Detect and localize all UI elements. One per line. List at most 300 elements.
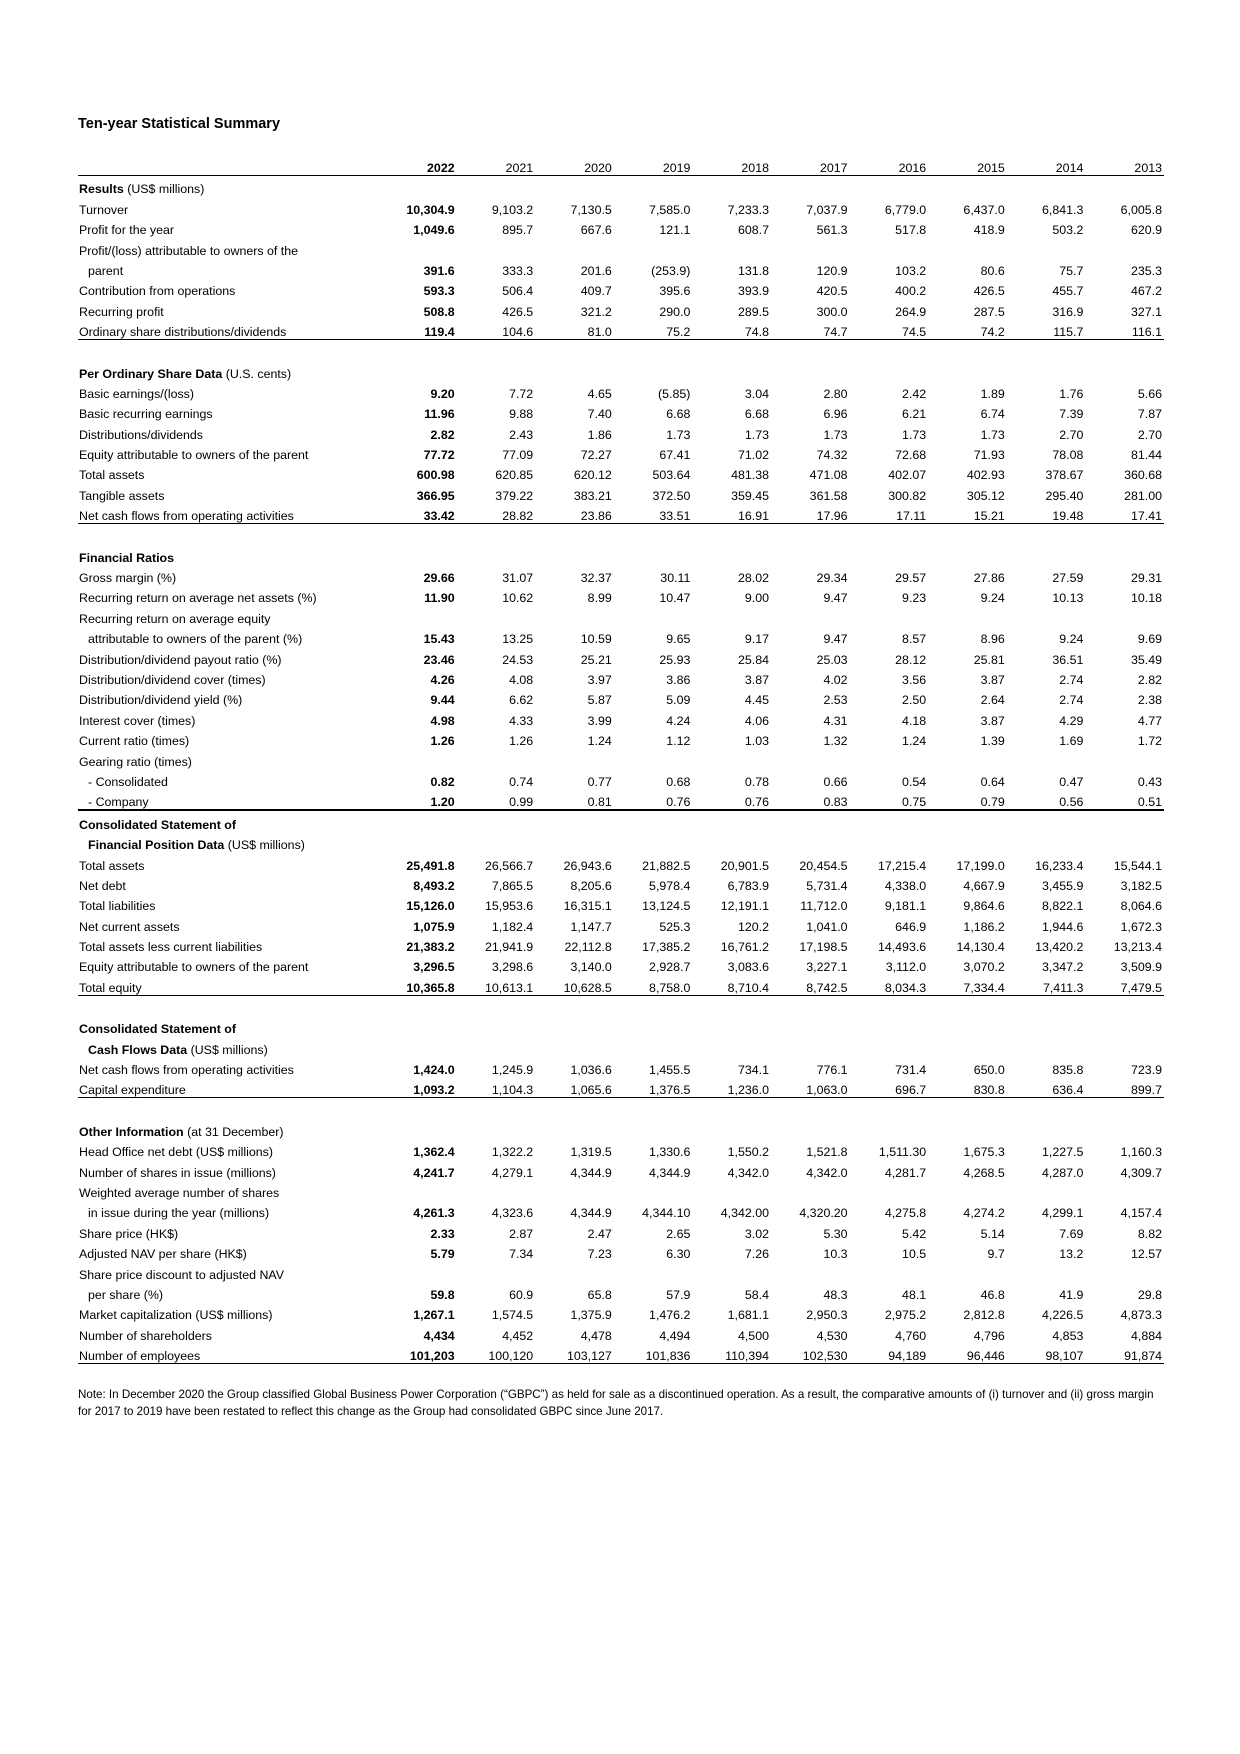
value-cell: 7,479.5 [1085, 974, 1164, 995]
table-row [78, 1282, 1164, 1302]
value-cell: 10,613.1 [457, 974, 536, 995]
empty-cell [850, 1180, 929, 1200]
value-cell: 0.76 [614, 789, 693, 810]
value-cell: 103,127 [535, 1343, 614, 1364]
value-cell: 10.13 [1052, 591, 1084, 606]
value-cell: 4,530 [816, 1328, 848, 1343]
empty-cell [1085, 176, 1164, 197]
value-cell: 9.44 [430, 693, 455, 708]
value-cell: 5.09 [666, 693, 691, 708]
value-cell: 1,267.1 [413, 1308, 455, 1323]
value-cell: 0.66 [823, 774, 848, 789]
empty-cell [692, 1016, 771, 1036]
value-cell: 12,191.1 [720, 899, 769, 914]
table-row [78, 728, 1164, 748]
value-cell: 1,227.5 [1042, 1145, 1084, 1160]
empty-cell [614, 176, 693, 197]
empty-cell [1085, 1118, 1164, 1138]
value-cell: 7,334.4 [928, 974, 1007, 995]
value-cell: 48.3 [823, 1287, 848, 1302]
value-cell: 620.85 [495, 468, 534, 483]
table-row [78, 565, 1164, 585]
empty-cell [457, 1098, 536, 1119]
value-cell: 503.2 [1052, 223, 1084, 238]
value-cell: 6.68 [666, 407, 691, 422]
value-cell: 8,064.6 [1120, 899, 1162, 914]
row-label: Total assets less current liabilities [79, 940, 263, 955]
row-label: Total liabilities [79, 899, 156, 914]
value-cell: 8.96 [980, 632, 1005, 647]
table-row-label [78, 1261, 1164, 1281]
empty-cell [771, 1261, 850, 1281]
value-cell: 4,344.9 [649, 1165, 691, 1180]
empty-cell [771, 810, 850, 831]
value-cell: 1,476.2 [649, 1308, 691, 1323]
empty-cell [378, 605, 457, 625]
empty-cell [692, 176, 771, 197]
value-cell: 100,120 [457, 1343, 536, 1364]
value-cell: 12.57 [1130, 1247, 1162, 1262]
value-cell: 26,566.7 [484, 858, 534, 873]
empty-cell [614, 544, 693, 564]
value-cell: 600.98 [416, 468, 455, 483]
empty-cell [457, 605, 536, 625]
value-cell: 1.39 [980, 734, 1005, 749]
value-cell: 3,298.6 [491, 960, 534, 975]
value-cell: 23.46 [423, 652, 455, 667]
empty-cell [378, 340, 457, 361]
value-cell: 25,491.8 [406, 858, 455, 873]
empty-cell [535, 832, 614, 852]
empty-cell [771, 176, 850, 197]
value-cell: 0.83 [771, 789, 850, 810]
value-cell: 2.82 [1137, 672, 1162, 687]
value-cell: 7.40 [587, 407, 612, 422]
value-cell: 9.47 [823, 591, 848, 606]
empty-cell [928, 1118, 1007, 1138]
value-cell: 1.69 [1059, 734, 1084, 749]
table-row [78, 258, 1164, 278]
value-cell: 4,299.1 [1042, 1206, 1084, 1221]
value-cell: 646.9 [895, 919, 927, 934]
empty-cell [378, 1261, 457, 1281]
section-heading [78, 832, 378, 852]
empty-cell [614, 1036, 693, 1056]
value-cell: 8,742.5 [771, 974, 850, 995]
value-cell: 67.41 [659, 448, 691, 463]
table-row-label [78, 1180, 1164, 1200]
value-cell: 620.9 [1130, 223, 1162, 238]
value-cell: 2,812.8 [963, 1308, 1005, 1323]
value-cell: 4,241.7 [413, 1165, 455, 1180]
value-cell: 4,853 [1052, 1328, 1084, 1343]
empty-cell [928, 237, 1007, 257]
footnote: Note: In December 2020 the Group classified Global Business Power Corporation (“GBPC”) as held for sale as a discontinued operation. As a result, the comparative amounts of (i) turnover and (ii) gross margin for 2017 to 2019 have been restated to reflect this change as the Group had consolidated GBPC since June 2017. [78, 1388, 1154, 1418]
value-cell: 316.9 [1052, 304, 1084, 319]
value-cell: 4.98 [430, 713, 455, 728]
table-row [78, 1057, 1164, 1077]
row-label: Gearing ratio (times) [79, 754, 192, 769]
empty-cell [1085, 1016, 1164, 1036]
spacer-row [78, 1098, 1164, 1119]
row-label: - Company [78, 789, 378, 810]
value-cell: 21,383.2 [406, 940, 455, 955]
empty-cell [692, 1036, 771, 1056]
value-cell: 2.38 [1137, 693, 1162, 708]
value-cell: 1.73 [980, 427, 1005, 442]
value-cell: 0.56 [1007, 789, 1086, 810]
table-row [78, 954, 1164, 974]
value-cell: 9.17 [744, 632, 769, 647]
value-cell: 360.68 [1124, 468, 1162, 483]
table-row [78, 381, 1164, 401]
value-cell: 3.02 [744, 1226, 769, 1241]
empty-cell [928, 1016, 1007, 1036]
empty-cell [1007, 605, 1086, 625]
empty-cell [378, 237, 457, 257]
value-cell: 3,509.9 [1120, 960, 1162, 975]
empty-cell [692, 1180, 771, 1200]
empty-cell [378, 1118, 457, 1138]
table-row [78, 1343, 1164, 1364]
value-cell: 25.21 [580, 652, 612, 667]
value-cell: 4.26 [430, 672, 455, 687]
row-label: Number of employees [78, 1343, 378, 1364]
section-title: Consolidated Statement of [79, 817, 236, 832]
row-label: Basic recurring earnings [79, 407, 213, 422]
value-cell: 525.3 [659, 919, 691, 934]
empty-cell [457, 1261, 536, 1281]
value-cell: 4.65 [587, 386, 612, 401]
empty-cell [692, 1098, 771, 1119]
empty-cell [1007, 1036, 1086, 1056]
value-cell: 1,330.6 [649, 1145, 691, 1160]
empty-cell [1085, 237, 1164, 257]
value-cell: 4,342.0 [727, 1165, 769, 1180]
value-cell: 28.82 [457, 503, 536, 524]
empty-cell [850, 176, 929, 197]
value-cell: 2.87 [509, 1226, 534, 1241]
value-cell: 46.8 [980, 1287, 1005, 1302]
table-row [78, 298, 1164, 318]
empty-cell [535, 340, 614, 361]
value-cell: 8.57 [902, 632, 927, 647]
table-row-label [78, 748, 1164, 768]
empty-cell [457, 832, 536, 852]
empty-cell [378, 810, 457, 831]
value-cell: 830.8 [928, 1077, 1007, 1098]
value-cell: 25.81 [973, 652, 1005, 667]
table-row [78, 707, 1164, 727]
empty-cell [692, 1118, 771, 1138]
section-heading-row [78, 176, 1164, 197]
value-cell: 74.2 [928, 319, 1007, 340]
empty-cell [614, 524, 693, 545]
value-cell: 48.1 [902, 1287, 927, 1302]
section-title: Per Ordinary Share Data [79, 366, 223, 381]
empty-cell [771, 1036, 850, 1056]
empty-cell [771, 1180, 850, 1200]
empty-cell [1007, 1016, 1086, 1036]
value-cell: 17,215.4 [877, 858, 927, 873]
value-cell: 20,454.5 [799, 858, 848, 873]
empty-cell [614, 605, 693, 625]
value-cell: 28.12 [895, 652, 927, 667]
value-cell: 13.25 [502, 632, 534, 647]
value-cell: 14,130.4 [956, 940, 1005, 955]
value-cell: 10.18 [1130, 591, 1162, 606]
section-heading-row [78, 1118, 1164, 1138]
value-cell: 1.12 [666, 734, 691, 749]
empty-cell [535, 544, 614, 564]
section-unit: (U.S. cents) [225, 366, 292, 381]
value-cell: 0.76 [692, 789, 771, 810]
value-cell: 6.30 [666, 1247, 691, 1262]
row-label: Number of shareholders [79, 1328, 212, 1343]
table-row [78, 687, 1164, 707]
year-header: 2022 [378, 157, 457, 176]
value-cell: 3,070.2 [963, 960, 1005, 975]
value-cell: 2.65 [666, 1226, 691, 1241]
value-cell: 4.29 [1059, 713, 1084, 728]
value-cell: 3,455.9 [1042, 878, 1084, 893]
value-cell: 420.5 [816, 284, 848, 299]
row-label: Recurring return on average equity [79, 611, 271, 626]
section-heading [78, 176, 378, 197]
value-cell: 8.99 [587, 591, 612, 606]
value-cell: 13,420.2 [1035, 940, 1084, 955]
value-cell: 75.7 [1059, 263, 1084, 278]
value-cell: 71.93 [973, 448, 1005, 463]
empty-cell [928, 176, 1007, 197]
year-header: 2020 [535, 157, 614, 176]
empty-cell [850, 1098, 929, 1119]
empty-cell [1085, 1180, 1164, 1200]
value-cell: 378.67 [1045, 468, 1084, 483]
value-cell: 9.47 [823, 632, 848, 647]
value-cell: 2.53 [823, 693, 848, 708]
empty-cell [771, 995, 850, 1016]
year-header: 2021 [457, 157, 536, 176]
empty-cell [535, 1036, 614, 1056]
value-cell: 29.31 [1130, 571, 1162, 586]
section-heading [78, 360, 378, 380]
empty-cell [614, 237, 693, 257]
value-cell: 4,342.00 [720, 1206, 769, 1221]
value-cell: 3.97 [587, 672, 612, 687]
value-cell: 2.80 [823, 386, 848, 401]
empty-cell [928, 748, 1007, 768]
row-label: Turnover [79, 202, 129, 217]
value-cell: 503.64 [652, 468, 691, 483]
value-cell: 4,873.3 [1120, 1308, 1162, 1323]
value-cell: 28.02 [737, 571, 769, 586]
value-cell: 22,112.8 [564, 940, 612, 955]
value-cell: 72.27 [580, 448, 612, 463]
empty-cell [850, 748, 929, 768]
empty-cell [535, 176, 614, 197]
section-title: Other Information [79, 1124, 184, 1139]
value-cell: 25.93 [659, 652, 691, 667]
page-title: Ten-year Statistical Summary [78, 116, 281, 132]
value-cell: 21,882.5 [642, 858, 691, 873]
value-cell: 333.3 [502, 263, 534, 278]
value-cell: 6.68 [744, 407, 769, 422]
value-cell: 395.6 [659, 284, 691, 299]
row-label: Share price discount to adjusted NAV [79, 1267, 285, 1282]
value-cell: 29.34 [816, 571, 848, 586]
value-cell: 5.87 [587, 693, 612, 708]
empty-cell [378, 1098, 457, 1119]
row-label: Profit/(loss) attributable to owners of the [79, 243, 299, 258]
table-row [78, 442, 1164, 462]
row-label: Distributions/dividends [79, 427, 203, 442]
empty-cell [378, 832, 457, 852]
value-cell: 4.33 [509, 713, 534, 728]
value-cell: 4,309.7 [1120, 1165, 1162, 1180]
empty-cell [1085, 1261, 1164, 1281]
value-cell: 2.64 [980, 693, 1005, 708]
value-cell: 4,667.9 [963, 878, 1005, 893]
value-cell: 2.47 [587, 1226, 612, 1241]
section-heading [78, 1036, 378, 1056]
section-heading-row [78, 1016, 1164, 1036]
value-cell: 4,478 [580, 1328, 612, 1343]
value-cell: 2.70 [1137, 427, 1162, 442]
value-cell: 0.74 [509, 774, 534, 789]
empty-cell [535, 810, 614, 831]
empty-cell [928, 832, 1007, 852]
empty-cell [928, 605, 1007, 625]
value-cell: 5.79 [430, 1247, 455, 1262]
table-row [78, 1322, 1164, 1342]
value-cell: 1,049.6 [413, 223, 455, 238]
value-cell: 103.2 [895, 263, 927, 278]
empty-cell [378, 1016, 457, 1036]
value-cell: 561.3 [816, 223, 848, 238]
row-label: Distribution/dividend payout ratio (%) [79, 652, 282, 667]
value-cell: 4,281.7 [884, 1165, 927, 1180]
row-label: Interest cover (times) [79, 713, 196, 728]
value-cell: (253.9) [651, 263, 691, 278]
value-cell: 15,544.1 [1113, 858, 1162, 873]
empty-cell [1007, 237, 1086, 257]
value-cell: 5.66 [1137, 386, 1162, 401]
value-cell: 4.45 [744, 693, 769, 708]
empty-cell [614, 1098, 693, 1119]
value-cell: 23.86 [535, 503, 614, 524]
value-cell: 8,710.4 [692, 974, 771, 995]
value-cell: 300.82 [888, 488, 927, 503]
value-cell: 116.1 [1085, 319, 1164, 340]
empty-cell [692, 524, 771, 545]
value-cell: 4,344.10 [642, 1206, 691, 1221]
value-cell: 6.74 [980, 407, 1005, 422]
value-cell: 2.70 [1059, 427, 1084, 442]
value-cell: 17.96 [771, 503, 850, 524]
section-heading-row [78, 1036, 1164, 1056]
row-label: Distribution/dividend yield (%) [79, 693, 243, 708]
value-cell: 98,107 [1007, 1343, 1086, 1364]
value-cell: 1.86 [587, 427, 612, 442]
row-label: Capital expenditure [78, 1077, 378, 1098]
value-cell: 27.86 [973, 571, 1005, 586]
value-cell: 1,182.4 [491, 919, 534, 934]
empty-cell [1085, 810, 1164, 831]
value-cell: 4,274.2 [963, 1206, 1005, 1221]
value-cell: 4,275.8 [884, 1206, 927, 1221]
value-cell: 1,944.6 [1042, 919, 1084, 934]
value-cell: 409.7 [580, 284, 612, 299]
value-cell: 59.8 [430, 1287, 455, 1302]
value-cell: 383.21 [573, 488, 612, 503]
empty-cell [457, 544, 536, 564]
empty-cell [78, 340, 378, 361]
empty-cell [928, 810, 1007, 831]
table-row [78, 401, 1164, 421]
section-heading-row [78, 832, 1164, 852]
value-cell: 1,511.30 [878, 1145, 927, 1160]
value-cell: 0.78 [744, 774, 769, 789]
row-label: Weighted average number of shares [79, 1185, 280, 1200]
empty-cell [771, 1098, 850, 1119]
value-cell: 13.2 [1059, 1247, 1084, 1262]
value-cell: 27.59 [1052, 571, 1084, 586]
value-cell: 0.43 [1137, 774, 1162, 789]
value-cell: 94,189 [850, 1343, 929, 1364]
value-cell: 4.24 [666, 713, 691, 728]
value-cell: 3.56 [902, 672, 927, 687]
value-cell: 0.75 [850, 789, 929, 810]
value-cell: 10.5 [902, 1247, 927, 1262]
empty-cell [535, 748, 614, 768]
value-cell: 1.03 [744, 734, 769, 749]
row-label: Current ratio (times) [79, 734, 190, 749]
empty-cell [78, 524, 378, 545]
row-label: parent [88, 263, 124, 278]
table-row [78, 974, 1164, 995]
empty-cell [850, 605, 929, 625]
value-cell: 41.9 [1059, 1287, 1084, 1302]
empty-cell [614, 1180, 693, 1200]
value-cell: 327.1 [1130, 304, 1162, 319]
empty-cell [928, 524, 1007, 545]
table-row [78, 852, 1164, 872]
value-cell: 696.7 [850, 1077, 929, 1098]
empty-cell [850, 544, 929, 564]
empty-cell [457, 176, 536, 197]
section-title: Consolidated Statement of [79, 1022, 236, 1037]
value-cell: 6,783.9 [727, 878, 769, 893]
value-cell: 3,112.0 [885, 960, 927, 975]
value-cell: 731.4 [895, 1063, 927, 1078]
value-cell: 16,761.2 [720, 940, 769, 955]
value-cell: 11.90 [424, 591, 455, 606]
value-cell: 0.81 [535, 789, 614, 810]
value-cell: 104.6 [457, 319, 536, 340]
row-label: Recurring profit [79, 304, 164, 319]
empty-cell [378, 1180, 457, 1200]
empty-cell [378, 176, 457, 197]
value-cell: 77.09 [502, 448, 534, 463]
value-cell: 7,037.9 [806, 202, 848, 217]
empty-cell [1007, 810, 1086, 831]
value-cell: 1.20 [378, 789, 457, 810]
value-cell: 9,181.1 [884, 899, 927, 914]
value-cell: 10.59 [580, 632, 612, 647]
empty-cell [535, 524, 614, 545]
value-cell: 4,287.0 [1042, 1165, 1084, 1180]
